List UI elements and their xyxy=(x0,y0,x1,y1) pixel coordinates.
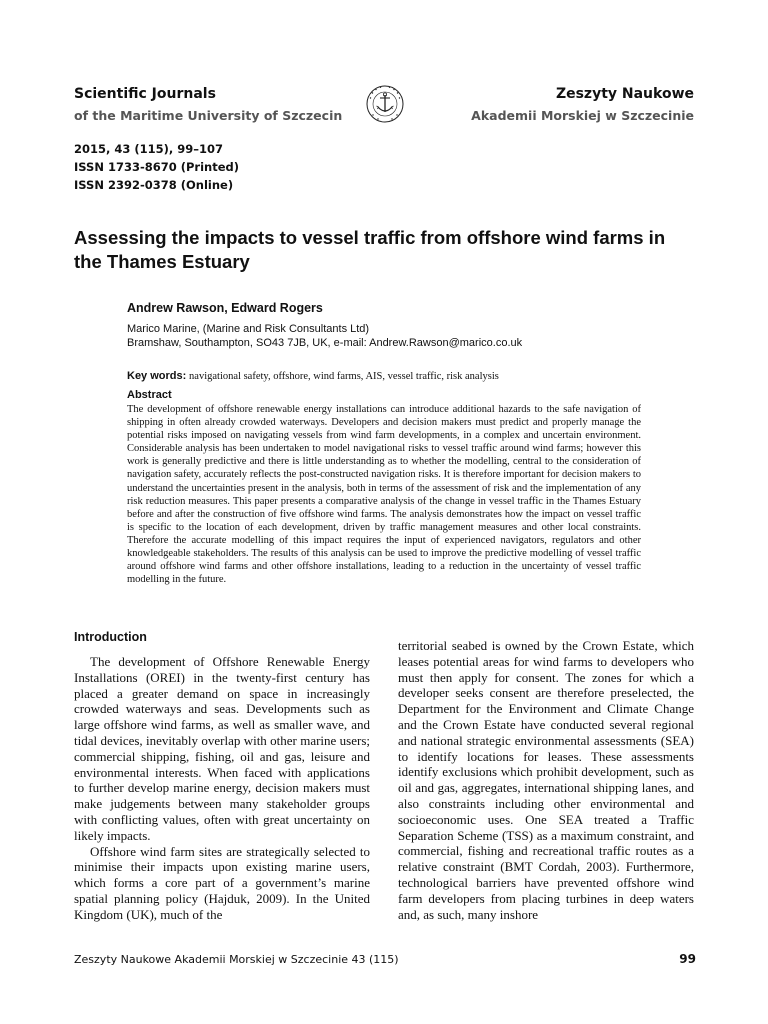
affiliation-line-1: Marico Marine, (Marine and Risk Consultants Ltd) xyxy=(127,323,370,335)
abstract-text: The development of offshore renewable energy installations can introduce additional hazards to the safe navigation of shipping in often already crowded waterways. Developers and decision makers must predict and properly manage the potential risks imposed on navigating vessels from wind farm developments, in a complex and uncertain environment. Considerable analysis has been undertaken to model navigational risks to vessel traffic around wind farms; however this work is generally predictive and there is little understanding as to whether the modelling, central to the consideration of navigation safety, accurately reflects the post-constructed navigation risks. It is therefore important for decision makers to understand the uncertainties present in the analysis, both in terms of the assessment of risk and the implementation of any risk reduction measures. This paper presents a comparative analysis of the change in vessel traffic in the Thames Estuary before and after the construction of five offshore wind farms. The analysis demonstrates how the impact on vessel traffic is specific to the location of each development, driven by traffic management measures and other local constraints. Therefore the accurate modelling of this impact requires the input of experienced navigators, regulators and other knowledgeable stakeholders. The results of this analysis can be used to improve the predictive modelling of vessel traffic around offshore wind farms and other offshore installations, leading to a reduction in the uncertainty of vessel traffic modelling in the future. xyxy=(127,404,641,586)
seal-icon xyxy=(365,84,405,124)
intro-paragraph-1: The development of Offshore Renewable Energy Installations (OREI) in the twenty-first century has placed a greater demand on space in increasingly crowded waterways and seas. Developments such as large offshore wind farms, as well as smaller wave, and tidal devices, inevitably overlap with other marine users; commercial shipping, fishing, oil and gas, leisure and environmental interests. When faced with applications to further develop marine energy, decision makers must make judgements between many stakeholder groups with conflicting values, often with great uncertainty on likely impacts. xyxy=(74,654,370,843)
keywords-label: Key words: xyxy=(127,370,187,382)
journal-name-pl: Zeszyty Naukowe xyxy=(555,86,694,102)
intro-paragraph-2: Offshore wind farm sites are strategically selected to minimise their impacts upon existing marine users, which forms a core part of a government’s marine spatial planning policy (Hajduk, 2009). In the United Kingdom (UK), much of the xyxy=(74,843,370,922)
body-column-right xyxy=(398,638,694,922)
issn-online: ISSN 2392-0378 (Online) xyxy=(74,178,234,192)
journal-subtitle-en: of the Maritime University of Szczecin xyxy=(74,108,343,123)
authors: Andrew Rawson, Edward Rogers xyxy=(127,301,323,315)
university-seal-logo xyxy=(365,84,405,124)
page-number: 99 xyxy=(679,952,696,966)
paper-title: Assessing the impacts to vessel traffic from offshore wind farms in the Thames Estuary xyxy=(74,227,666,272)
body-column-left xyxy=(74,654,370,923)
abstract-heading: Abstract xyxy=(127,389,172,401)
keywords xyxy=(127,370,499,382)
affiliation-line-2: Bramshaw, Southampton, SO43 7JB, UK, e-mail: Andrew.Rawson@marico.co.uk xyxy=(127,337,523,349)
affiliation xyxy=(127,322,522,350)
keywords-value: navigational safety, offshore, wind farms, AIS, vessel traffic, risk analysis xyxy=(189,371,499,382)
journal-name-en: Scientific Journals xyxy=(74,86,216,102)
intro-paragraph-2-continued: territorial seabed is owned by the Crown Estate, which leases potential areas for wind farms to developers who must then apply for consent. The zones for which a developer seeks consent are therefore preselected, the Department for the Environment and Climate Change and the Crown Estate have conducted several regional and national strategic environmental assessments (SEA) to identify locations for leases. These assessments identify exclusions which prohibit development, such as oil and gas, aggregates, international shipping lanes, and also constraints including other environmental and socioeconomic uses. One SEA treated a Traffic Separation Scheme (TSS) as a maximum constraint, and commercial, fishing and recreational traffic routes as a relative constraint (BMT Cordah, 2003). Furthermore, technological barriers have prevented offshore wind farm developers from placing turbines in deep waters and, as such, many inshore xyxy=(398,638,694,922)
citation-line: 2015, 43 (115), 99–107 xyxy=(74,142,224,156)
introduction-heading: Introduction xyxy=(74,630,147,644)
issn-print: ISSN 1733-8670 (Printed) xyxy=(74,160,240,174)
journal-subtitle-pl: Akademii Morskiej w Szczecinie xyxy=(471,108,694,123)
footer-journal: Zeszyty Naukowe Akademii Morskiej w Szczecinie 43 (115) xyxy=(74,953,399,966)
